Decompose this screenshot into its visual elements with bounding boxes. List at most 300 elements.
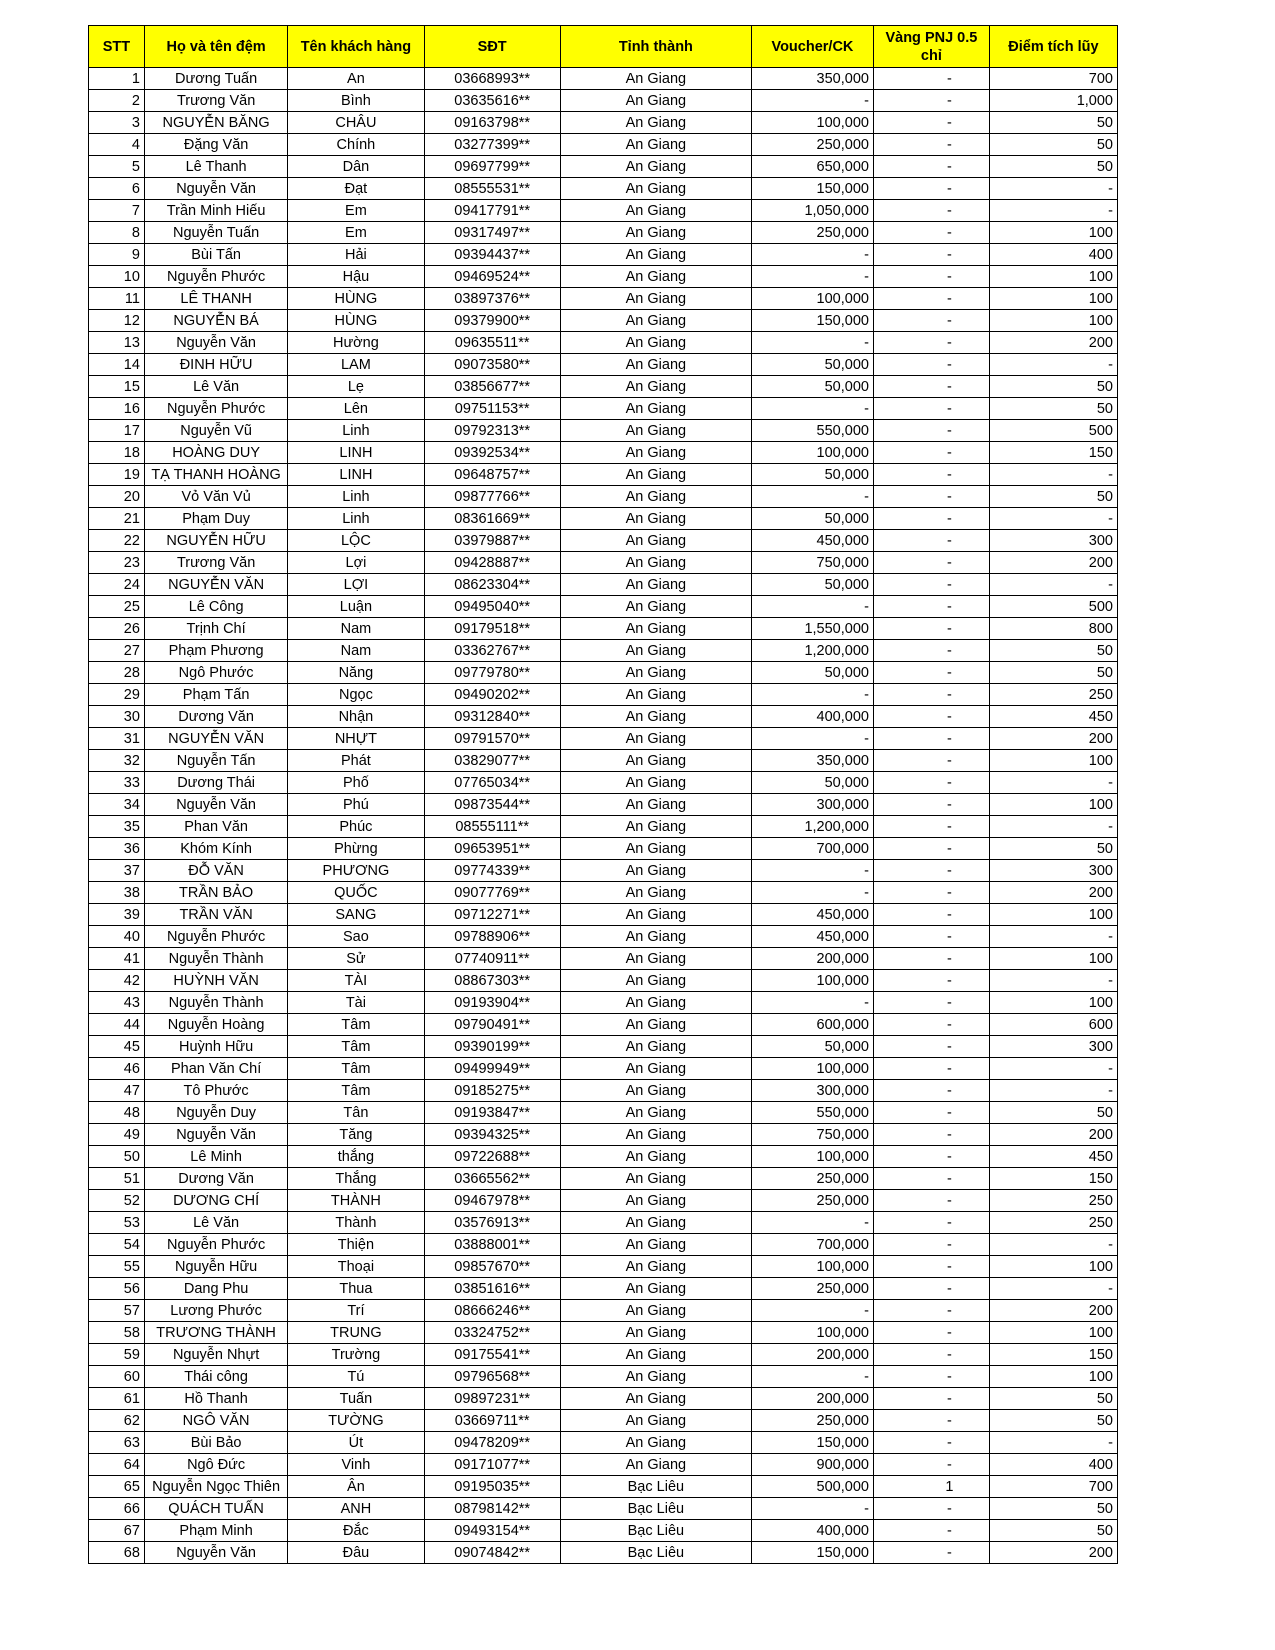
cell-voucher: - (751, 992, 873, 1014)
cell-stt: 52 (89, 1190, 145, 1212)
table-row (89, 1080, 1118, 1102)
cell-vang-pnj: - (873, 794, 989, 816)
cell-ten-khach-hang: Linh (288, 508, 424, 530)
table-body (89, 68, 1118, 1564)
cell-vang-pnj: - (873, 1388, 989, 1410)
header-row (89, 26, 1118, 68)
cell-vang-pnj: - (873, 816, 989, 838)
cell-diem-tich-luy: 800 (989, 618, 1117, 640)
cell-voucher: 50,000 (751, 508, 873, 530)
cell-tinh-thanh: An Giang (560, 288, 751, 310)
cell-sdt: 08798142** (424, 1498, 560, 1520)
cell-vang-pnj: - (873, 134, 989, 156)
cell-ten-khach-hang: LINH (288, 464, 424, 486)
cell-sdt: 03856677** (424, 376, 560, 398)
cell-tinh-thanh: An Giang (560, 1080, 751, 1102)
header-sdt: SĐT (424, 26, 560, 68)
cell-ho-va-ten-dem: Ngô Đức (144, 1454, 287, 1476)
cell-voucher: - (751, 486, 873, 508)
cell-tinh-thanh: An Giang (560, 112, 751, 134)
cell-diem-tich-luy: - (989, 464, 1117, 486)
cell-ho-va-ten-dem: Vỏ Văn Vủ (144, 486, 287, 508)
cell-tinh-thanh: An Giang (560, 596, 751, 618)
cell-sdt: 09897231** (424, 1388, 560, 1410)
cell-voucher: 100,000 (751, 288, 873, 310)
cell-tinh-thanh: An Giang (560, 728, 751, 750)
cell-vang-pnj: - (873, 1234, 989, 1256)
cell-stt: 3 (89, 112, 145, 134)
table-row (89, 1344, 1118, 1366)
cell-diem-tich-luy: 50 (989, 1102, 1117, 1124)
cell-ho-va-ten-dem: Nguyễn Văn (144, 178, 287, 200)
cell-sdt: 09792313** (424, 420, 560, 442)
cell-stt: 2 (89, 90, 145, 112)
cell-ho-va-ten-dem: Nguyễn Hoàng (144, 1014, 287, 1036)
cell-ho-va-ten-dem: Lê Văn (144, 376, 287, 398)
cell-sdt: 09394325** (424, 1124, 560, 1146)
cell-vang-pnj: - (873, 464, 989, 486)
cell-sdt: 09779780** (424, 662, 560, 684)
cell-diem-tich-luy: 100 (989, 1256, 1117, 1278)
cell-diem-tich-luy: 100 (989, 794, 1117, 816)
cell-voucher: 1,550,000 (751, 618, 873, 640)
cell-stt: 14 (89, 354, 145, 376)
cell-ho-va-ten-dem: NGUYỄN VĂN (144, 728, 287, 750)
cell-stt: 5 (89, 156, 145, 178)
cell-stt: 10 (89, 266, 145, 288)
cell-ho-va-ten-dem: ĐỖ VĂN (144, 860, 287, 882)
cell-sdt: 03888001** (424, 1234, 560, 1256)
cell-ten-khach-hang: Thắng (288, 1168, 424, 1190)
cell-ho-va-ten-dem: QUÁCH TUẤN (144, 1498, 287, 1520)
cell-vang-pnj: - (873, 310, 989, 332)
cell-tinh-thanh: An Giang (560, 266, 751, 288)
table-row (89, 398, 1118, 420)
cell-ho-va-ten-dem: TẠ THANH HOÀNG (144, 464, 287, 486)
table-row (89, 1388, 1118, 1410)
cell-ten-khach-hang: Thua (288, 1278, 424, 1300)
cell-tinh-thanh: An Giang (560, 1344, 751, 1366)
cell-ten-khach-hang: Ân (288, 1476, 424, 1498)
cell-voucher: - (751, 244, 873, 266)
cell-ho-va-ten-dem: Lê Văn (144, 1212, 287, 1234)
cell-voucher: 700,000 (751, 838, 873, 860)
cell-tinh-thanh: An Giang (560, 1102, 751, 1124)
cell-tinh-thanh: An Giang (560, 640, 751, 662)
cell-voucher: - (751, 1498, 873, 1520)
table-row (89, 1454, 1118, 1476)
cell-tinh-thanh: An Giang (560, 860, 751, 882)
cell-vang-pnj: - (873, 420, 989, 442)
cell-diem-tich-luy: - (989, 178, 1117, 200)
cell-vang-pnj: - (873, 1520, 989, 1542)
cell-voucher: 750,000 (751, 552, 873, 574)
table-row (89, 442, 1118, 464)
cell-ho-va-ten-dem: Nguyễn Hữu (144, 1256, 287, 1278)
table-row (89, 750, 1118, 772)
cell-voucher: - (751, 1366, 873, 1388)
cell-diem-tich-luy: 50 (989, 112, 1117, 134)
table-row (89, 1278, 1118, 1300)
cell-sdt: 09722688** (424, 1146, 560, 1168)
cell-vang-pnj: - (873, 1454, 989, 1476)
cell-ten-khach-hang: Hường (288, 332, 424, 354)
cell-diem-tich-luy: 100 (989, 310, 1117, 332)
cell-sdt: 03324752** (424, 1322, 560, 1344)
cell-ho-va-ten-dem: Nguyễn Phước (144, 926, 287, 948)
table-row (89, 178, 1118, 200)
cell-stt: 21 (89, 508, 145, 530)
cell-voucher: - (751, 266, 873, 288)
cell-ho-va-ten-dem: Hồ Thanh (144, 1388, 287, 1410)
cell-diem-tich-luy: 200 (989, 1542, 1117, 1564)
cell-sdt: 09796568** (424, 1366, 560, 1388)
cell-vang-pnj: - (873, 156, 989, 178)
table-row (89, 112, 1118, 134)
cell-ten-khach-hang: LỘC (288, 530, 424, 552)
cell-ho-va-ten-dem: Ngô Phước (144, 662, 287, 684)
cell-diem-tich-luy: 400 (989, 244, 1117, 266)
table-row (89, 200, 1118, 222)
cell-vang-pnj: - (873, 1014, 989, 1036)
cell-sdt: 09074842** (424, 1542, 560, 1564)
cell-diem-tich-luy: 250 (989, 684, 1117, 706)
cell-vang-pnj: - (873, 244, 989, 266)
cell-tinh-thanh: An Giang (560, 618, 751, 640)
cell-voucher: 1,050,000 (751, 200, 873, 222)
table-row (89, 970, 1118, 992)
cell-stt: 27 (89, 640, 145, 662)
cell-vang-pnj: - (873, 640, 989, 662)
cell-tinh-thanh: An Giang (560, 442, 751, 464)
table-row (89, 1498, 1118, 1520)
cell-sdt: 03669711** (424, 1410, 560, 1432)
cell-tinh-thanh: An Giang (560, 376, 751, 398)
cell-diem-tich-luy: 50 (989, 1410, 1117, 1432)
cell-voucher: 350,000 (751, 68, 873, 90)
cell-stt: 31 (89, 728, 145, 750)
cell-stt: 8 (89, 222, 145, 244)
table-row (89, 1542, 1118, 1564)
cell-ten-khach-hang: Tâm (288, 1036, 424, 1058)
cell-voucher: 150,000 (751, 1542, 873, 1564)
cell-diem-tich-luy: 300 (989, 530, 1117, 552)
cell-ten-khach-hang: Em (288, 200, 424, 222)
cell-ho-va-ten-dem: Trần Minh Hiếu (144, 200, 287, 222)
cell-ho-va-ten-dem: LÊ THANH (144, 288, 287, 310)
cell-tinh-thanh: An Giang (560, 904, 751, 926)
cell-ho-va-ten-dem: NGUYỄN VĂN (144, 574, 287, 596)
cell-vang-pnj: - (873, 68, 989, 90)
cell-ten-khach-hang: PHƯƠNG (288, 860, 424, 882)
cell-sdt: 09857670** (424, 1256, 560, 1278)
cell-ho-va-ten-dem: Nguyễn Thành (144, 992, 287, 1014)
cell-voucher: - (751, 596, 873, 618)
cell-vang-pnj: - (873, 1344, 989, 1366)
cell-voucher: 50,000 (751, 1036, 873, 1058)
cell-sdt: 09648757** (424, 464, 560, 486)
cell-stt: 33 (89, 772, 145, 794)
table-row (89, 68, 1118, 90)
cell-sdt: 09163798** (424, 112, 560, 134)
cell-voucher: - (751, 882, 873, 904)
cell-diem-tich-luy: - (989, 1058, 1117, 1080)
cell-tinh-thanh: An Giang (560, 134, 751, 156)
table-row (89, 772, 1118, 794)
cell-sdt: 09195035** (424, 1476, 560, 1498)
cell-tinh-thanh: Bạc Liêu (560, 1476, 751, 1498)
cell-vang-pnj: - (873, 112, 989, 134)
cell-ten-khach-hang: Phú (288, 794, 424, 816)
cell-stt: 61 (89, 1388, 145, 1410)
cell-vang-pnj: - (873, 970, 989, 992)
cell-stt: 58 (89, 1322, 145, 1344)
cell-voucher: 300,000 (751, 794, 873, 816)
cell-tinh-thanh: An Giang (560, 1036, 751, 1058)
header-tinh-thanh: Tỉnh thành (560, 26, 751, 68)
cell-sdt: 09390199** (424, 1036, 560, 1058)
cell-tinh-thanh: An Giang (560, 948, 751, 970)
cell-tinh-thanh: An Giang (560, 816, 751, 838)
customer-table (88, 25, 1118, 1564)
cell-ho-va-ten-dem: Nguyễn Ngọc Thiên (144, 1476, 287, 1498)
cell-diem-tich-luy: 700 (989, 68, 1117, 90)
cell-sdt: 09417791** (424, 200, 560, 222)
cell-tinh-thanh: An Giang (560, 486, 751, 508)
table-row (89, 728, 1118, 750)
table-row (89, 1124, 1118, 1146)
cell-tinh-thanh: An Giang (560, 772, 751, 794)
cell-diem-tich-luy: 50 (989, 486, 1117, 508)
cell-vang-pnj: - (873, 178, 989, 200)
cell-stt: 62 (89, 1410, 145, 1432)
cell-stt: 65 (89, 1476, 145, 1498)
cell-voucher: 1,200,000 (751, 640, 873, 662)
cell-tinh-thanh: An Giang (560, 1410, 751, 1432)
cell-voucher: 900,000 (751, 1454, 873, 1476)
cell-tinh-thanh: An Giang (560, 332, 751, 354)
cell-voucher: 350,000 (751, 750, 873, 772)
cell-ho-va-ten-dem: Nguyễn Duy (144, 1102, 287, 1124)
cell-voucher: - (751, 1212, 873, 1234)
cell-ho-va-ten-dem: ĐINH HỮU (144, 354, 287, 376)
cell-ho-va-ten-dem: Dương Tuấn (144, 68, 287, 90)
cell-stt: 9 (89, 244, 145, 266)
table-row (89, 1322, 1118, 1344)
cell-vang-pnj: - (873, 1124, 989, 1146)
cell-ten-khach-hang: Phố (288, 772, 424, 794)
cell-vang-pnj: - (873, 1102, 989, 1124)
cell-stt: 50 (89, 1146, 145, 1168)
cell-ten-khach-hang: Phừng (288, 838, 424, 860)
cell-diem-tich-luy: 450 (989, 706, 1117, 728)
cell-vang-pnj: - (873, 1212, 989, 1234)
cell-sdt: 09791570** (424, 728, 560, 750)
cell-sdt: 09790491** (424, 1014, 560, 1036)
cell-voucher: 100,000 (751, 442, 873, 464)
cell-ho-va-ten-dem: Lê Công (144, 596, 287, 618)
cell-sdt: 09493154** (424, 1520, 560, 1542)
cell-voucher: 100,000 (751, 1146, 873, 1168)
cell-ten-khach-hang: ANH (288, 1498, 424, 1520)
cell-vang-pnj: - (873, 662, 989, 684)
cell-sdt: 09077769** (424, 882, 560, 904)
cell-sdt: 09751153** (424, 398, 560, 420)
cell-voucher: 250,000 (751, 222, 873, 244)
cell-vang-pnj: - (873, 508, 989, 530)
cell-vang-pnj: - (873, 1410, 989, 1432)
cell-ten-khach-hang: Sử (288, 948, 424, 970)
table-row (89, 1432, 1118, 1454)
header-stt: STT (89, 26, 145, 68)
table-row (89, 794, 1118, 816)
table-row (89, 882, 1118, 904)
cell-ten-khach-hang: An (288, 68, 424, 90)
cell-diem-tich-luy: 700 (989, 1476, 1117, 1498)
cell-stt: 47 (89, 1080, 145, 1102)
cell-stt: 53 (89, 1212, 145, 1234)
cell-ten-khach-hang: Trí (288, 1300, 424, 1322)
cell-ten-khach-hang: Linh (288, 420, 424, 442)
cell-sdt: 09394437** (424, 244, 560, 266)
cell-tinh-thanh: An Giang (560, 1234, 751, 1256)
table-row (89, 420, 1118, 442)
cell-stt: 37 (89, 860, 145, 882)
cell-tinh-thanh: An Giang (560, 1432, 751, 1454)
cell-vang-pnj: - (873, 596, 989, 618)
cell-sdt: 07740911** (424, 948, 560, 970)
table-row (89, 1058, 1118, 1080)
cell-ho-va-ten-dem: TRƯƠNG THÀNH (144, 1322, 287, 1344)
cell-voucher: 100,000 (751, 970, 873, 992)
cell-tinh-thanh: An Giang (560, 1454, 751, 1476)
cell-diem-tich-luy: 50 (989, 1520, 1117, 1542)
cell-sdt: 09712271** (424, 904, 560, 926)
cell-sdt: 09635511** (424, 332, 560, 354)
table-row (89, 156, 1118, 178)
cell-ho-va-ten-dem: Nguyễn Văn (144, 1542, 287, 1564)
cell-diem-tich-luy: 200 (989, 552, 1117, 574)
cell-stt: 57 (89, 1300, 145, 1322)
cell-voucher: 100,000 (751, 1322, 873, 1344)
cell-stt: 29 (89, 684, 145, 706)
cell-stt: 49 (89, 1124, 145, 1146)
table-row (89, 266, 1118, 288)
cell-stt: 67 (89, 1520, 145, 1542)
cell-ho-va-ten-dem: Nguyễn Nhựt (144, 1344, 287, 1366)
table-row (89, 904, 1118, 926)
cell-stt: 51 (89, 1168, 145, 1190)
cell-ten-khach-hang: CHÂU (288, 112, 424, 134)
cell-voucher: 500,000 (751, 1476, 873, 1498)
cell-ten-khach-hang: Phát (288, 750, 424, 772)
table-row (89, 1256, 1118, 1278)
cell-vang-pnj: - (873, 530, 989, 552)
cell-ten-khach-hang: HÙNG (288, 288, 424, 310)
cell-tinh-thanh: An Giang (560, 838, 751, 860)
cell-voucher: 250,000 (751, 1168, 873, 1190)
table-row (89, 838, 1118, 860)
cell-voucher: - (751, 332, 873, 354)
cell-voucher: 250,000 (751, 1190, 873, 1212)
cell-ho-va-ten-dem: Nguyễn Tuấn (144, 222, 287, 244)
cell-tinh-thanh: Bạc Liêu (560, 1542, 751, 1564)
cell-ho-va-ten-dem: Dương Văn (144, 706, 287, 728)
cell-vang-pnj: - (873, 266, 989, 288)
cell-sdt: 09877766** (424, 486, 560, 508)
cell-voucher: 550,000 (751, 420, 873, 442)
cell-ho-va-ten-dem: Khóm Kính (144, 838, 287, 860)
cell-stt: 55 (89, 1256, 145, 1278)
table-row (89, 1234, 1118, 1256)
cell-tinh-thanh: An Giang (560, 508, 751, 530)
cell-diem-tich-luy: - (989, 816, 1117, 838)
cell-ten-khach-hang: Lẹ (288, 376, 424, 398)
table-row (89, 860, 1118, 882)
cell-stt: 32 (89, 750, 145, 772)
cell-tinh-thanh: An Giang (560, 1322, 751, 1344)
cell-ten-khach-hang: TƯỜNG (288, 1410, 424, 1432)
cell-stt: 18 (89, 442, 145, 464)
cell-stt: 12 (89, 310, 145, 332)
cell-voucher: 50,000 (751, 354, 873, 376)
table-row (89, 552, 1118, 574)
cell-diem-tich-luy: 50 (989, 1498, 1117, 1520)
cell-ten-khach-hang: Tăng (288, 1124, 424, 1146)
table-row (89, 530, 1118, 552)
cell-ho-va-ten-dem: Phạm Phương (144, 640, 287, 662)
cell-vang-pnj: - (873, 1036, 989, 1058)
cell-sdt: 09171077** (424, 1454, 560, 1476)
cell-sdt: 09193847** (424, 1102, 560, 1124)
cell-stt: 40 (89, 926, 145, 948)
cell-ten-khach-hang: Út (288, 1432, 424, 1454)
table-row (89, 222, 1118, 244)
table-row (89, 332, 1118, 354)
cell-tinh-thanh: An Giang (560, 222, 751, 244)
header-voucher: Voucher/CK (751, 26, 873, 68)
cell-ho-va-ten-dem: Nguyễn Tấn (144, 750, 287, 772)
cell-voucher: - (751, 684, 873, 706)
cell-vang-pnj: - (873, 926, 989, 948)
cell-voucher: 150,000 (751, 1432, 873, 1454)
cell-voucher: 400,000 (751, 706, 873, 728)
table-row (89, 1410, 1118, 1432)
cell-ten-khach-hang: Lợi (288, 552, 424, 574)
cell-ho-va-ten-dem: Bùi Bảo (144, 1432, 287, 1454)
cell-sdt: 09788906** (424, 926, 560, 948)
cell-diem-tich-luy: 100 (989, 948, 1117, 970)
cell-sdt: 08555111** (424, 816, 560, 838)
cell-diem-tich-luy: 50 (989, 838, 1117, 860)
cell-ho-va-ten-dem: Nguyễn Văn (144, 1124, 287, 1146)
table-row (89, 574, 1118, 596)
cell-sdt: 08666246** (424, 1300, 560, 1322)
cell-ten-khach-hang: TRUNG (288, 1322, 424, 1344)
table-row (89, 926, 1118, 948)
cell-diem-tich-luy: 50 (989, 134, 1117, 156)
cell-ten-khach-hang: Hải (288, 244, 424, 266)
cell-ho-va-ten-dem: HOÀNG DUY (144, 442, 287, 464)
cell-voucher: 450,000 (751, 904, 873, 926)
cell-ho-va-ten-dem: Nguyễn Vũ (144, 420, 287, 442)
cell-diem-tich-luy: - (989, 508, 1117, 530)
cell-ten-khach-hang: Đạt (288, 178, 424, 200)
cell-vang-pnj: - (873, 904, 989, 926)
cell-tinh-thanh: An Giang (560, 178, 751, 200)
cell-tinh-thanh: An Giang (560, 750, 751, 772)
cell-ho-va-ten-dem: Nguyễn Phước (144, 1234, 287, 1256)
